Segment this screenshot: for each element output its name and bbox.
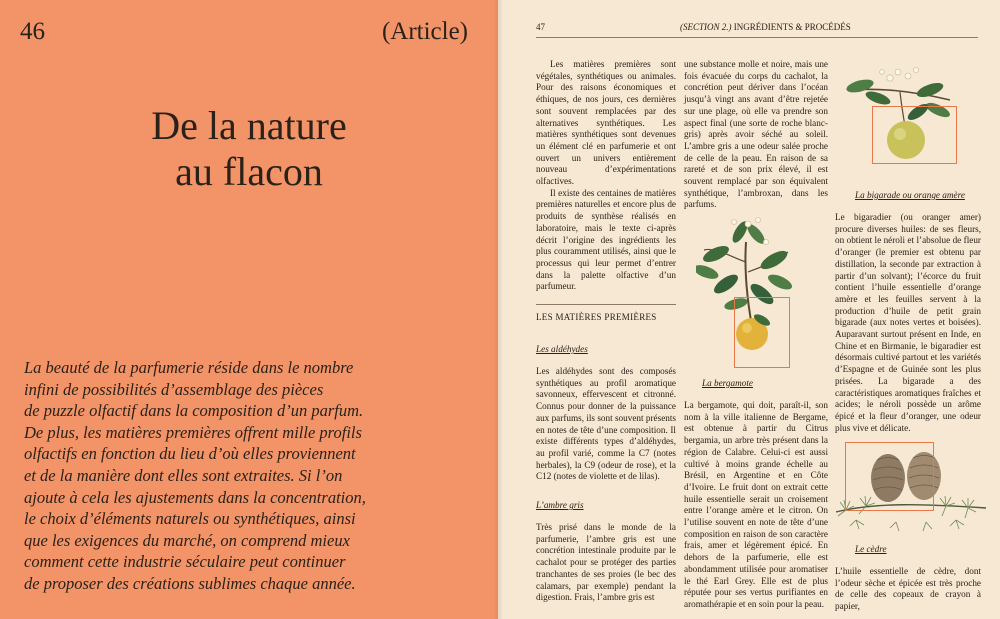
caption-bigarade: La bigarade ou orange amère bbox=[855, 190, 965, 200]
section-label: (Article) bbox=[381, 18, 468, 45]
left-page bbox=[0, 0, 498, 619]
bergamote-paragraph: La bergamote, qui doit, paraît-il, son nom à la ville italienne de Bergame, est obtenue à partir du Citrus bergamia, un arbre très présent dans la région de Calabre. Celui-ci est aussi cultivé à moins grande échelle au Brésil, en Argentine et en Côte d’Ivoire. Le fruit dont on extrait cette huile essentielle serait un croisement entre l’orange amère et le citron. On l’utilise souvent en note de tête d’une composition en raison de son caractère frais, amer et légèrement épicé. En dehors de la parfumerie, elle est abondamment utilisée pour aromatiser le thé Earl Grey. Elle est de plus réputée pour ses vertus purifiantes en aromathérapie et en soin pour la peau. bbox=[684, 400, 828, 609]
ambre-continuation bbox=[684, 59, 828, 211]
section-rule bbox=[536, 304, 676, 305]
running-section: (SECTION 2.) bbox=[680, 22, 732, 32]
intro-line: ajoute à cela les ajustements dans la concentration, bbox=[24, 487, 366, 507]
cedre-text bbox=[835, 566, 981, 613]
running-header bbox=[680, 22, 851, 32]
intro-line: de proposer des créations sublimes chaque année. bbox=[24, 573, 356, 593]
intro-line: infini de possibilités d’assemblage des pièces bbox=[24, 379, 324, 399]
intro-text-block bbox=[536, 59, 676, 293]
bergamote-text bbox=[684, 400, 828, 611]
page-number: 46 bbox=[20, 18, 45, 45]
article-title-line-2: au flacon bbox=[175, 149, 323, 194]
aldehydes-text bbox=[536, 366, 676, 483]
header-rule bbox=[536, 37, 978, 38]
bergamot-frame bbox=[734, 297, 790, 368]
intro-line: olfactifs en fonction du lieu d’où elles proviennent bbox=[24, 444, 356, 464]
bigarade-frame bbox=[872, 106, 957, 164]
intro-line: que les exigences du marché, on comprend mieux bbox=[24, 530, 350, 550]
intro-line: le choix d’éléments naturels ou synthétiques, ainsi bbox=[24, 509, 356, 529]
running-title: INGRÉDIENTS & PROCÉDÉS bbox=[733, 22, 851, 32]
ambre-text bbox=[536, 522, 676, 604]
right-page bbox=[498, 0, 1000, 619]
subheading-aldehydes: Les aldéhydes bbox=[536, 344, 588, 354]
subheading-ambre-gris: L’ambre gris bbox=[536, 500, 584, 510]
ambre-paragraph: Très prisé dans le monde de la parfumerie, l’ambre gris est une concrétion intestinale produite par le cachalot pour se protéger des parties tranchantes de ses proies (le bec des calamars, par exemple) pendant la digestion. Frais, l’ambre gris est bbox=[536, 522, 676, 603]
page-gutter bbox=[493, 0, 503, 619]
ambre-continuation-paragraph: une substance molle et noire, mais une fois évacuée du corps du cachalot, la concrétion peut dériver dans l’océan jusqu’à vingt ans avant d’être rejetée sur une plage, où elle va prendre son aspect final (une sorte de roche blanc-gris) après avoir séché au soleil. L’ambre gris a une odeur salée proche de celle de la peau. En raison de sa rareté et de son prix élevé, il est souvent remplacé par son équivalent synthétique, l’ambroxan, dans les parfums. bbox=[684, 59, 828, 210]
intro-paragraph-1: Les matières premières sont végétales, synthétiques ou animales. Pour des raisons économiques et éthiques, de nos jours, ces dernières sont souvent remplacées par des alternatives synthétiques. Les matières synthétiques sont devenues un élément clé en parfumerie et ont ouvert un univers entièrement nouveau d’expérimentations olfactives. bbox=[536, 59, 676, 187]
intro-line: comment cette industrie séculaire peut continuer bbox=[24, 552, 346, 572]
page-number: 47 bbox=[536, 22, 545, 32]
article-title-line-1: De la nature bbox=[151, 103, 347, 148]
bigarade-paragraph: Le bigaradier (ou oranger amer) procure diverses huiles: de ses fleurs, on obtient le néroli et l’absolue de fleur d’oranger (le premier est obtenu par distillation, la seconde par extraction à partir d’un solvant); l’écorce du fruit contient l’huile essentielle d’orange amère et les feuilles servent à la production d’huile de petit grain bigarade (aux notes vertes et boisées). Auparavant surtout présent en Inde, en Chine et en Birmanie, le bigaradier est désormais cultivé partout et les variétés d’Espagne et de Guinée sont les plus prisées. La bigarade a des caractéristiques aromatiques fraîches et acides; le néroli possède un arôme épicé et la fleur d’oranger, une odeur plus vive et délicate. bbox=[835, 212, 981, 433]
aldehydes-paragraph: Les aldéhydes sont des composés synthétiques au profil aromatique savonneux, effervescent et citronné. Connus pour donner de la puissance aux parfums, ils sont souvent présents en notes de tête d’une composition. Il existe différents types d’aldéhydes, au profil varié, comme la C7 (notes herbales), la C9 (odeur de rose), et la C12 (notes de violette et de lilas). bbox=[536, 366, 676, 482]
caption-cedre: Le cèdre bbox=[855, 544, 887, 554]
intro-line: De plus, les matières premières offrent mille profils bbox=[24, 422, 362, 442]
intro-paragraph-2: Il existe des centaines de matières premières naturelles et encore plus de produits de synthèse réalisés en laboratoire, mais le texte ci-après décrit l’origine des ingrédients les plus couramment utilisés, ainsi que le processus qui leur permet d’entrer dans la palette olfactive d’un parfumeur. bbox=[536, 187, 676, 292]
intro-line: et de la manière dont elles sont extraites. Si l’on bbox=[24, 465, 343, 485]
section-heading: LES MATIÈRES PREMIÈRES bbox=[536, 312, 657, 322]
intro-line: La beauté de la parfumerie réside dans le nombre bbox=[24, 358, 354, 377]
intro-paragraph bbox=[24, 357, 484, 595]
bigarade-text bbox=[835, 212, 981, 434]
intro-line: de puzzle olfactif dans la composition d’un parfum. bbox=[24, 401, 364, 421]
caption-bergamote: La bergamote bbox=[702, 378, 753, 388]
cedre-paragraph: L’huile essentielle de cèdre, dont l’odeur sèche et épicée est très proche de celle des copeaux de crayon à papier, bbox=[835, 566, 981, 612]
cedar-frame bbox=[845, 442, 934, 511]
